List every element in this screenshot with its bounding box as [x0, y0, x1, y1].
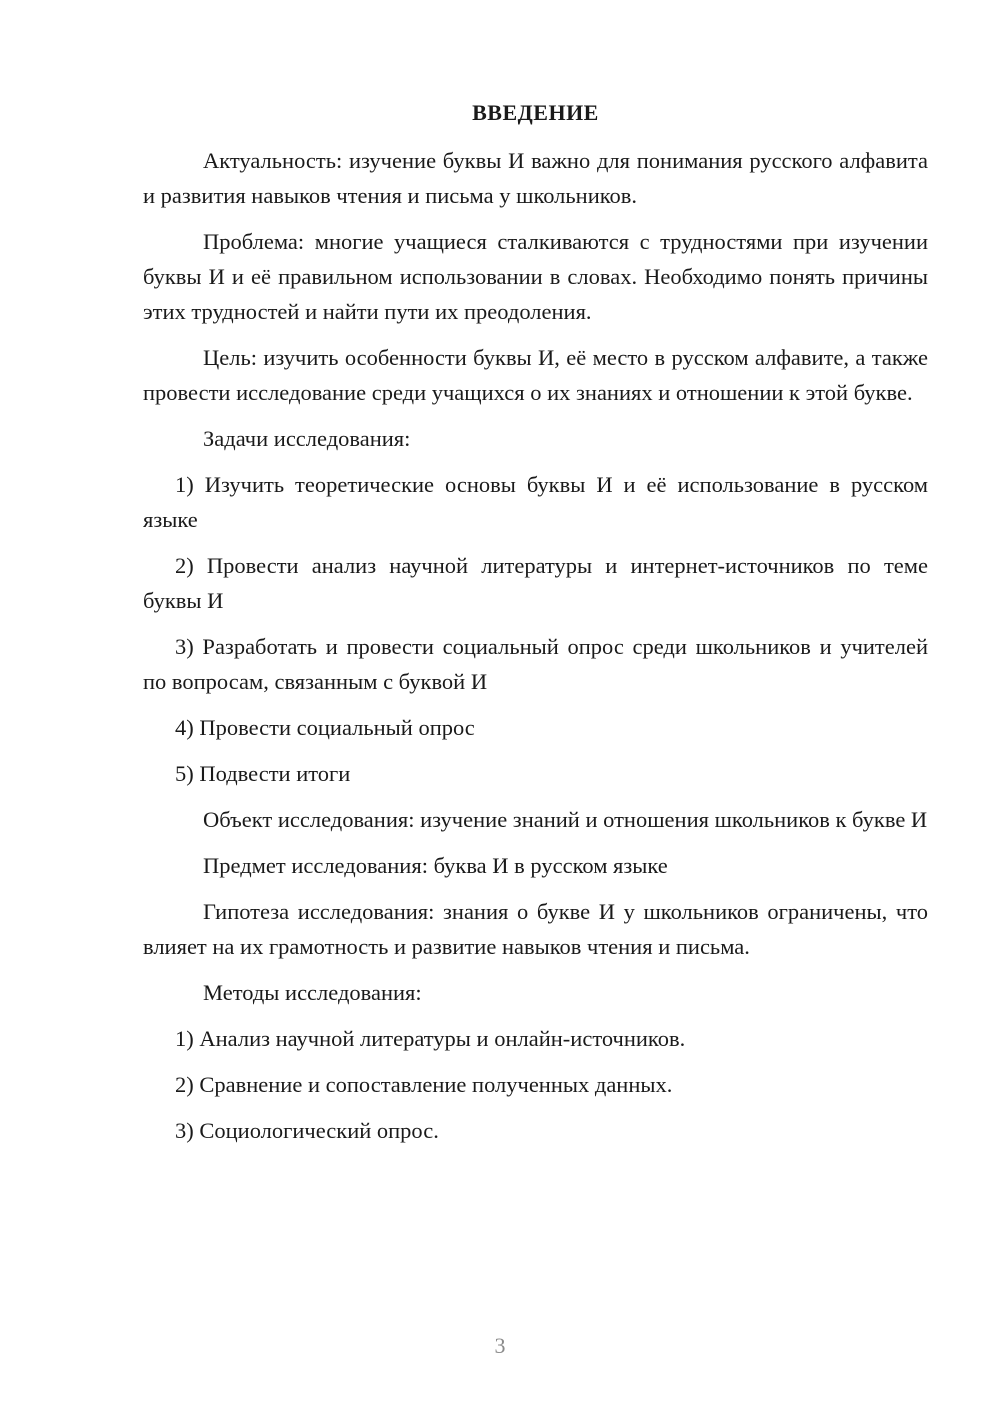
relevance-paragraph: Актуальность: изучение буквы И важно для понимания русского алфавита и развития навыков чтения и письма у школьников.	[143, 148, 928, 208]
task-item-5: 5) Подвести итоги	[175, 761, 351, 786]
task-item-2: 2) Провести анализ научной литературы и интернет-источников по теме буквы И	[143, 553, 928, 613]
document-page	[143, 98, 928, 1159]
method-item-2: 2) Сравнение и сопоставление полученных данных.	[175, 1072, 673, 1097]
subject-paragraph: Предмет исследования: буква И в русском языке	[203, 853, 668, 878]
method-item-3: 3) Социологический опрос.	[175, 1118, 439, 1143]
task-item-3: 3) Разработать и провести социальный опрос среди школьников и учителей по вопросам, связанным с буквой И	[143, 634, 928, 694]
section-title: ВВЕДЕНИЕ	[472, 100, 599, 125]
hypothesis-paragraph: Гипотеза исследования: знания о букве И у школьников ограничены, что влияет на их грамотность и развитие навыков чтения и письма.	[143, 899, 928, 959]
goal-paragraph: Цель: изучить особенности буквы И, её место в русском алфавите, а также провести исследование среди учащихся о их знаниях и отношении к этой букве.	[143, 345, 928, 405]
task-item-1: 1) Изучить теоретические основы буквы И и её использование в русском языке	[143, 472, 928, 532]
object-paragraph: Объект исследования: изучение знаний и отношения школьников к букве И	[203, 807, 928, 832]
method-item-1: 1) Анализ научной литературы и онлайн-источников.	[175, 1026, 686, 1051]
page-number: 3	[494, 1333, 506, 1358]
methods-heading: Методы исследования:	[203, 980, 422, 1005]
problem-paragraph: Проблема: многие учащиеся сталкиваются с трудностями при изучении буквы И и её правильном использовании в словах. Необходимо понять причины этих трудностей и найти пути их преодоления.	[143, 229, 928, 324]
tasks-heading: Задачи исследования:	[203, 426, 411, 451]
task-item-4: 4) Провести социальный опрос	[175, 715, 475, 740]
